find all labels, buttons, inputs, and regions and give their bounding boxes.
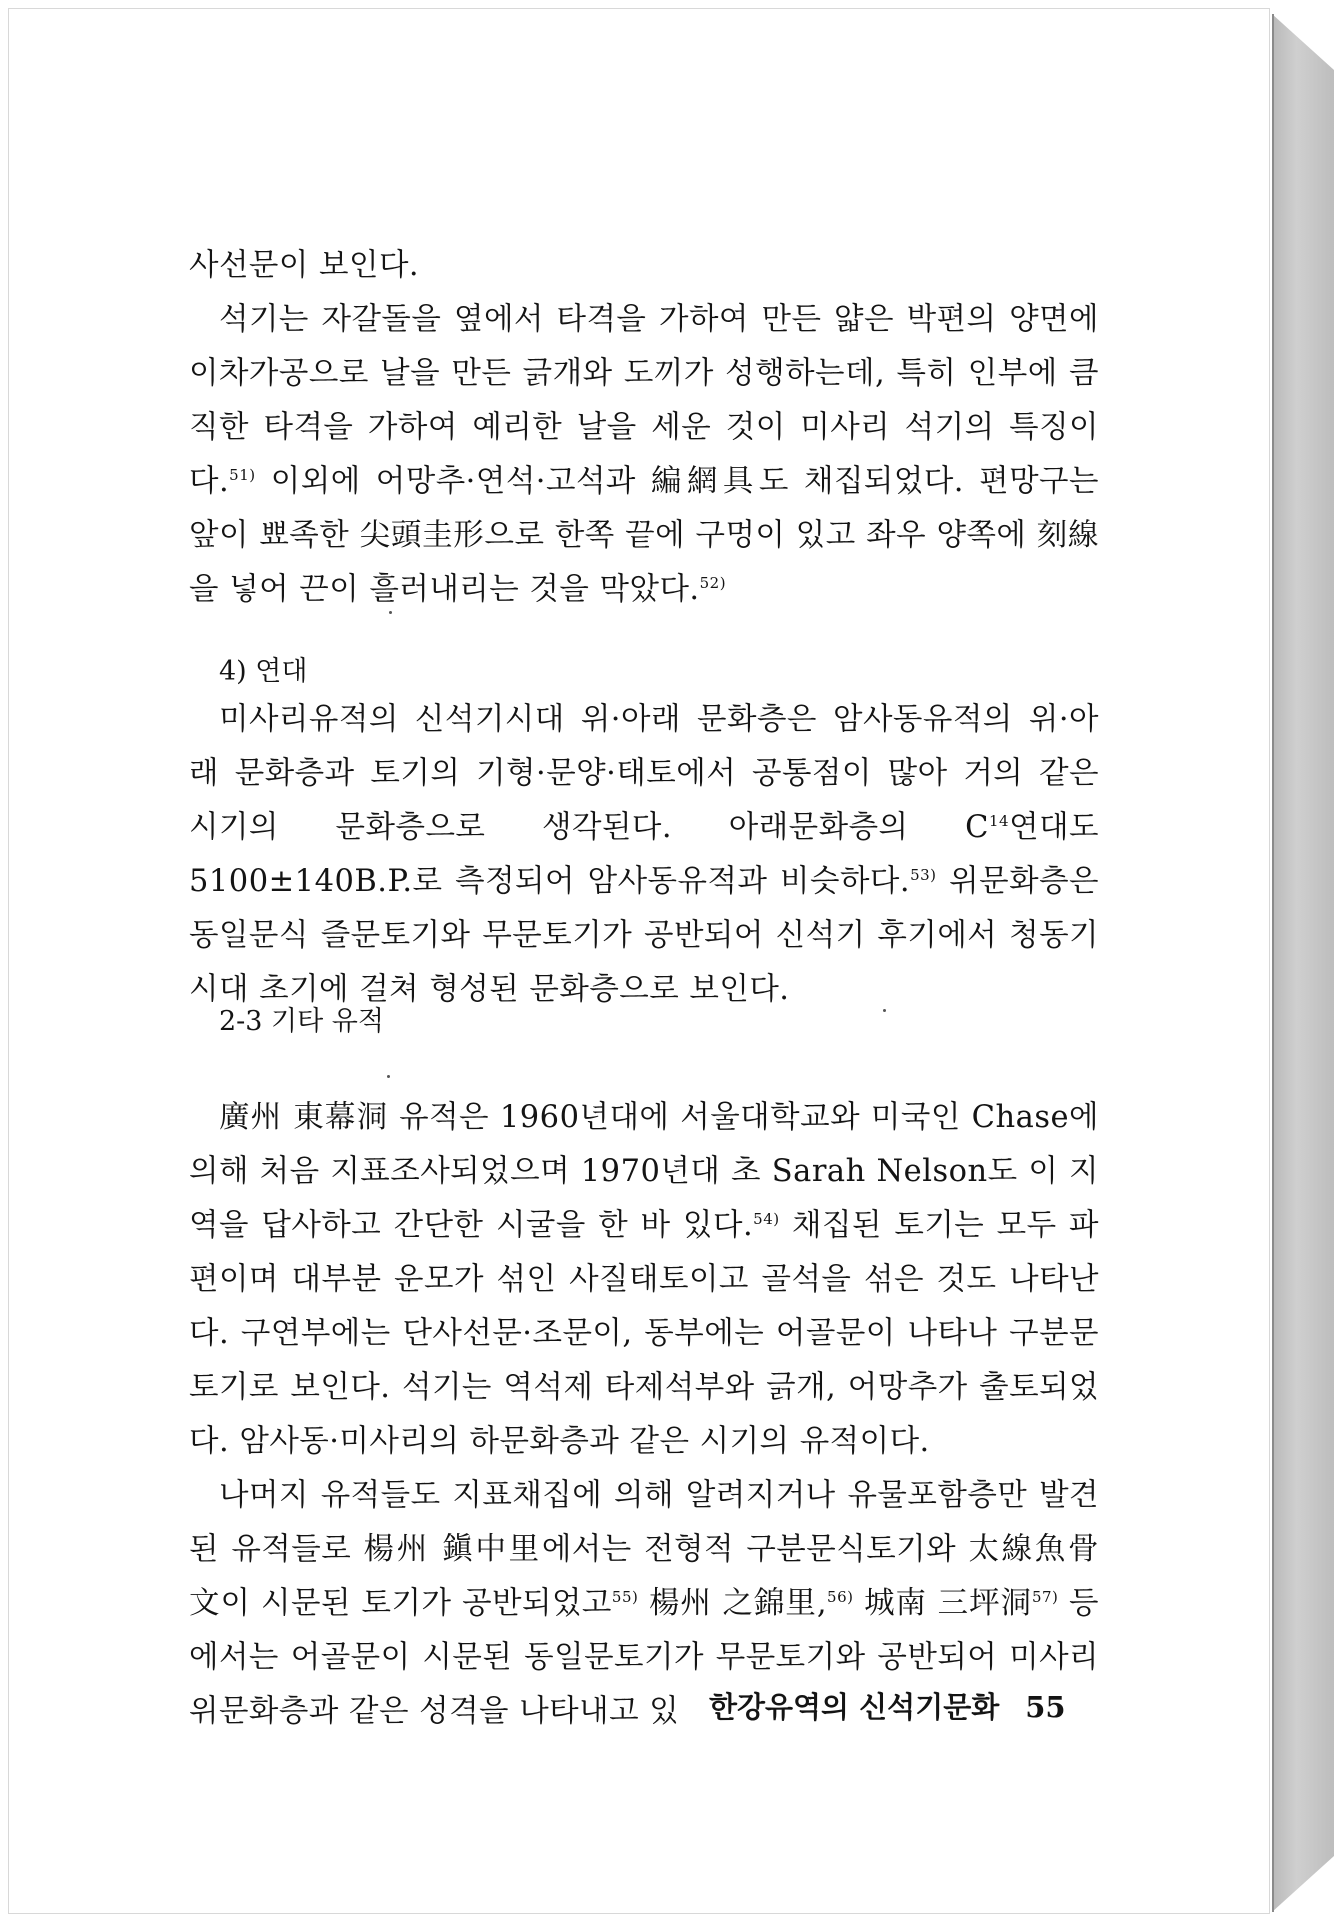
section-4-text: 미사리유적의 신석기시대 위·아래 문화층은 암사동유적의 위·아래 문화층과 토기의 기형·문양·태토에서 공통점이 많아 거의 같은 시기의 문화층으로 생각된다. 아래문화층의 C xyxy=(189,702,1099,845)
page-footer xyxy=(709,1685,1066,1726)
intro-text-block xyxy=(189,239,1099,617)
section-2-3-p2-text-4: 등에서는 어골문이 시문된 동일문토기가 무문토기와 공반되어 미사리 위문화층과 같은 성격을 나타내고 있 xyxy=(189,1586,1100,1729)
footnote-54: 54) xyxy=(753,1210,780,1228)
book-page-edge xyxy=(1272,0,1334,1926)
intro-paragraph xyxy=(189,293,1099,617)
footnote-53: 53) xyxy=(910,866,937,884)
section-2-3-heading: 2-3 기타 유적 xyxy=(219,1006,384,1037)
footnote-51: 51) xyxy=(229,466,256,484)
scan-speck xyxy=(387,1075,390,1078)
page-number: 55 xyxy=(1025,1690,1066,1724)
scan-speck xyxy=(883,1009,886,1012)
intro-first-line: 사선문이 보인다. xyxy=(189,248,420,283)
footnote-56: 56) xyxy=(827,1588,854,1606)
page-edge-line xyxy=(1272,14,1274,1912)
book-page xyxy=(8,8,1270,1914)
section-2-3-text-block xyxy=(189,1091,1099,1739)
section-2-3-p2-text-2: 楊州 之錦里, xyxy=(638,1586,828,1621)
footnote-55: 55) xyxy=(611,1588,639,1606)
section-2-3-paragraph-1 xyxy=(189,1091,1099,1469)
running-title: 한강유역의 신석기문화 xyxy=(709,1690,1000,1724)
section-4-paragraph xyxy=(189,693,1099,1017)
section-4-text-2: 연대도 5100±140B.P.로 측정되어 암사동유적과 비슷하다. xyxy=(189,810,1099,899)
intro-paragraph-text: 석기는 자갈돌을 옆에서 타격을 가하여 만든 얇은 박편의 양면에 이차가공으로 날을 만든 긁개와 도끼가 성행하는데, 특히 인부에 큼직한 타격을 가하여 예리한 날을 세운 것이 미사리 석기의 특징이다. xyxy=(189,302,1099,499)
section-2-3-p1-text: 廣州 東幕洞 유적은 1960년대에 서울대학교와 미국인 Chase에 의해 처음 지표조사되었으며 1970년대 초 Sarah Nelson도 이 지역을 답사하고 간단한 시굴을 한 바 있다. xyxy=(189,1100,1099,1243)
section-4-heading: 4) 연대 xyxy=(219,656,308,687)
section-4-text-block xyxy=(189,693,1099,1017)
footnote-52: 52) xyxy=(699,574,727,592)
footnote-57: 57) xyxy=(1031,1588,1059,1606)
section-4-text-3: 위문화층은 동일문식 즐문토기와 무문토기가 공반되어 신석기 후기에서 청동기시대 초기에 걸쳐 형성된 문화층으로 보인다. xyxy=(189,864,1099,1007)
intro-paragraph-text-2: 이외에 어망추·연석·고석과 編網具도 채집되었다. 편망구는 앞이 뾰족한 尖頭圭形으로 한쪽 끝에 구멍이 있고 좌우 양쪽에 刻線을 넣어 끈이 흘러내리는 것을 막았다. xyxy=(189,464,1099,607)
c14-superscript: 14 xyxy=(989,812,1010,830)
section-2-3-p1-text-2: 채집된 토기는 모두 파편이며 대부분 운모가 섞인 사질태토이고 골석을 섞은 것도 나타난다. 구연부에는 단사선문·조문이, 동부에는 어골문이 나타나 구분문토기로 보인다. 석기는 역석제 타제석부와 긁개, 어망추가 출토되었다. 암사동·미사리의 하문화층과 같은 시기의 유적이다. xyxy=(189,1208,1099,1459)
scan-speck xyxy=(389,611,392,614)
section-2-3-p2-text-3: 城南 三坪洞 xyxy=(853,1586,1032,1621)
section-2-3-p2-text: 나머지 유적들도 지표채집에 의해 알려지거나 유물포함층만 발견된 유적들로 楊州 鎭中里에서는 전형적 구분문식토기와 太線魚骨文이 시문된 토기가 공반되었고 xyxy=(189,1478,1099,1621)
